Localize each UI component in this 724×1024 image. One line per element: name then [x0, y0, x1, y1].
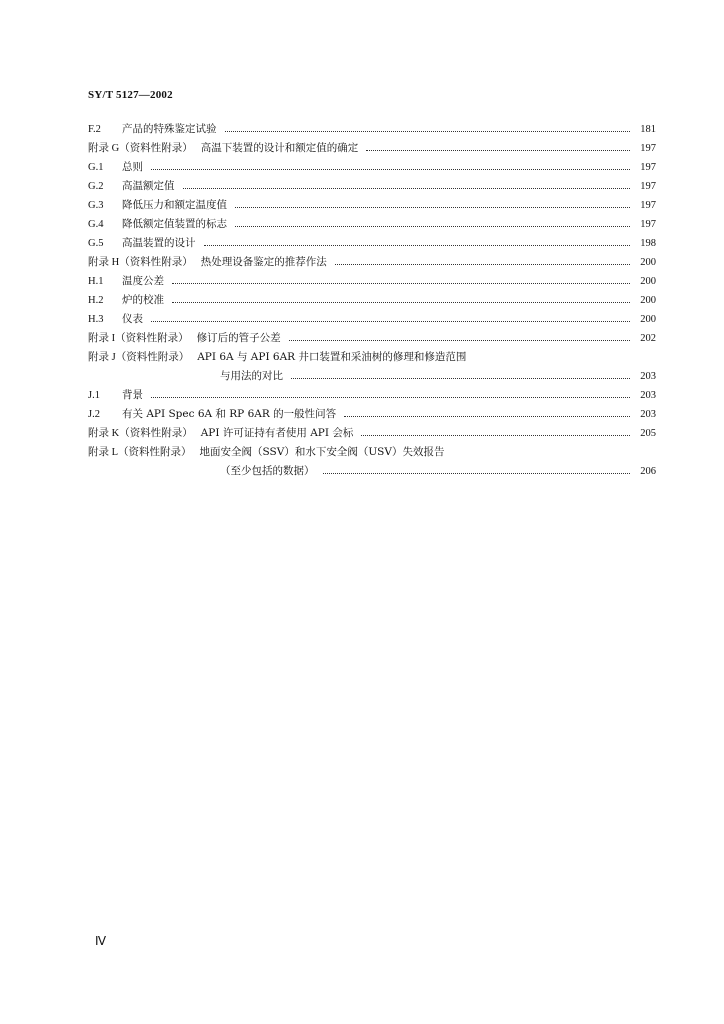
toc-entry-code: G.3: [88, 200, 104, 211]
toc-entry-code: G.4: [88, 219, 104, 230]
leader-dots: [172, 302, 630, 303]
document-code: SY/T 5127—2002: [88, 89, 173, 101]
toc-entry-page: 200: [636, 253, 656, 272]
toc-entry-title: （至少包括的数据）: [220, 465, 315, 477]
toc-entry-code: F.2: [88, 124, 101, 135]
toc-entry-page: 203: [636, 386, 656, 405]
toc-entry-title: 温度公差: [122, 275, 164, 287]
toc-entry[interactable]: [88, 272, 656, 291]
toc-entry-code: H.2: [88, 295, 104, 306]
leader-dots: [183, 188, 630, 189]
toc-entry-title: 降低额定值装置的标志: [122, 218, 227, 230]
leader-dots: [235, 226, 630, 227]
toc-entry-code: 附录 J（资料性附录）: [88, 352, 190, 363]
toc-entry-title: 炉的校准: [122, 294, 164, 306]
toc-entry-code: G.5: [88, 238, 104, 249]
toc-entry[interactable]: [88, 348, 656, 367]
toc-entry-title: 与用法的对比: [220, 370, 283, 382]
toc-entry-title: API 许可证持有者使用 API 会标: [200, 427, 354, 439]
leader-dots: [172, 283, 630, 284]
toc-entry-page: 197: [636, 177, 656, 196]
toc-entry-page: 197: [636, 158, 656, 177]
leader-dots: [151, 397, 630, 398]
toc-entry-title: 热处理设备鉴定的推荐作法: [200, 256, 327, 268]
toc-entry-title: 总则: [122, 161, 143, 173]
toc-entry-page: 200: [636, 272, 656, 291]
toc-entry-title: 高温额定值: [122, 180, 175, 192]
toc-entry-title: 仪表: [122, 313, 143, 325]
leader-dots: [323, 473, 630, 474]
toc-entry-code: 附录 K（资料性附录）: [88, 428, 193, 439]
leader-dots: [366, 150, 630, 151]
toc-entry[interactable]: [88, 291, 656, 310]
toc-entry[interactable]: [88, 424, 656, 443]
toc-entry-title: 地面安全阀（SSV）和水下安全阀（USV）失效报告: [199, 446, 445, 458]
toc-entry-code: H.3: [88, 314, 104, 325]
toc-entry-code: 附录 I（资料性附录）: [88, 333, 189, 344]
toc-entry[interactable]: [88, 329, 656, 348]
toc-entry[interactable]: [88, 386, 656, 405]
toc-entry[interactable]: [88, 253, 656, 272]
toc-entry-code: 附录 H（资料性附录）: [88, 257, 193, 268]
leader-dots: [289, 340, 630, 341]
toc-entry-code: J.1: [88, 390, 100, 401]
toc-entry-title: 高温下装置的设计和额定值的确定: [200, 142, 359, 154]
toc-entry[interactable]: [88, 158, 656, 177]
toc-entry[interactable]: [88, 120, 656, 139]
toc-entry-code: G.2: [88, 181, 104, 192]
leader-dots: [361, 435, 630, 436]
toc-entry-continuation[interactable]: [88, 462, 656, 481]
toc-entry[interactable]: [88, 196, 656, 215]
toc-entry-page: 198: [636, 234, 656, 253]
toc-entry-page: 200: [636, 291, 656, 310]
toc-entry-title: 产品的特殊鉴定试验: [122, 123, 217, 135]
toc-entry[interactable]: [88, 234, 656, 253]
toc-entry[interactable]: [88, 443, 656, 462]
toc-entry-page: 203: [636, 367, 656, 386]
toc-entry-page: 206: [636, 462, 656, 481]
toc-entry[interactable]: [88, 310, 656, 329]
toc-entry-page: 205: [636, 424, 656, 443]
toc-entry-code: 附录 L（资料性附录）: [88, 447, 192, 458]
toc-entry[interactable]: [88, 139, 656, 158]
toc-entry-title: 背景: [122, 389, 143, 401]
leader-dots: [151, 169, 630, 170]
leader-dots: [204, 245, 630, 246]
toc-entry-code: J.2: [88, 409, 100, 420]
table-of-contents: [88, 120, 656, 481]
toc-entry-title: 降低压力和额定温度值: [122, 199, 227, 211]
toc-entry-title: API 6A 与 API 6AR 井口装置和采油树的修理和修造范围: [197, 351, 467, 363]
toc-entry-title: 高温装置的设计: [122, 237, 196, 249]
toc-entry-code: G.1: [88, 162, 104, 173]
leader-dots: [335, 264, 630, 265]
toc-entry[interactable]: [88, 177, 656, 196]
toc-entry-page: 203: [636, 405, 656, 424]
toc-entry[interactable]: [88, 215, 656, 234]
toc-entry-title: 修订后的管子公差: [196, 332, 281, 344]
leader-dots: [151, 321, 630, 322]
toc-entry-page: 181: [636, 120, 656, 139]
toc-entry-code: H.1: [88, 276, 104, 287]
page-number: Ⅳ: [95, 934, 107, 948]
leader-dots: [235, 207, 630, 208]
leader-dots: [225, 131, 630, 132]
toc-entry-title: 有关 API Spec 6A 和 RP 6AR 的一般性问答: [122, 408, 337, 420]
toc-entry[interactable]: [88, 405, 656, 424]
toc-entry-page: 197: [636, 196, 656, 215]
leader-dots: [291, 378, 630, 379]
toc-entry-page: 197: [636, 139, 656, 158]
toc-entry-code: 附录 G（资料性附录）: [88, 143, 193, 154]
toc-entry-continuation[interactable]: [88, 367, 656, 386]
toc-entry-page: 197: [636, 215, 656, 234]
toc-entry-page: 200: [636, 310, 656, 329]
leader-dots: [344, 416, 630, 417]
toc-entry-page: 202: [636, 329, 656, 348]
